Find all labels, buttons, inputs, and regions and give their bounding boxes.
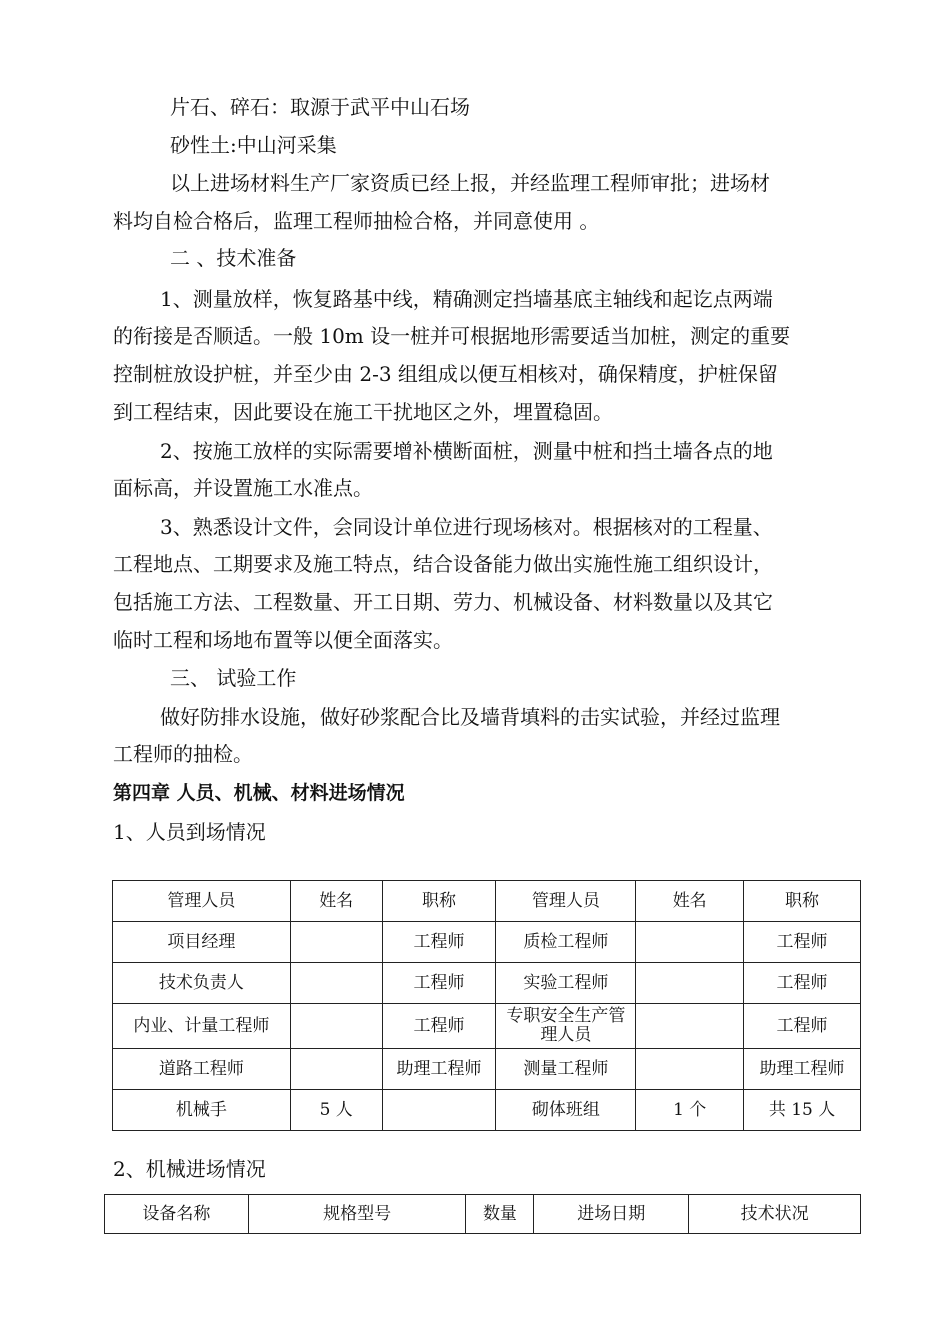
table-header-cell: 规格型号 — [248, 1195, 466, 1234]
table-row — [113, 1090, 861, 1131]
table-cell — [290, 1004, 382, 1049]
table-cell: 道路工程师 — [113, 1049, 291, 1090]
table-cell — [636, 1004, 744, 1049]
table-header-cell: 设备名称 — [105, 1195, 249, 1234]
table-cell: 砌体班组 — [496, 1090, 636, 1131]
table-row — [113, 922, 861, 963]
paragraph-line: 工程地点、工期要求及施工特点，结合设备能力做出实施性施工组织设计， — [113, 552, 773, 576]
table-cell — [636, 963, 744, 1004]
table-cell: 实验工程师 — [496, 963, 636, 1004]
table-cell: 项目经理 — [113, 922, 291, 963]
table-header-cell: 技术状况 — [689, 1195, 861, 1234]
table-cell: 技术负责人 — [113, 963, 291, 1004]
section-heading-testing: 三、 试验工作 — [170, 666, 297, 690]
table-cell — [290, 922, 382, 963]
paragraph-line: 控制桩放设护桩，并至少由 2-3 组组成以便互相核对，确保精度，护桩保留 — [113, 362, 778, 386]
table-header-cell: 进场日期 — [534, 1195, 689, 1234]
table-header-cell: 职称 — [744, 881, 861, 922]
paragraph-line: 料均自检合格后，监理工程师抽检合格，并同意使用 。 — [113, 209, 600, 233]
paragraph-line: 面标高，并设置施工水准点。 — [113, 476, 373, 500]
paragraph-line: 3、熟悉设计文件，会同设计单位进行现场核对。根据核对的工程量、 — [160, 515, 773, 539]
paragraph-line: 做好防排水设施，做好砂浆配合比及墙背填料的击实试验，并经过监理 — [160, 705, 780, 729]
section-title-machinery: 2、机械进场情况 — [113, 1157, 266, 1181]
table-header-cell: 数量 — [466, 1195, 534, 1234]
table-header-cell: 管理人员 — [113, 881, 291, 922]
table-header-cell: 姓名 — [290, 881, 382, 922]
table-cell: 工程师 — [382, 1004, 496, 1049]
table-cell: 工程师 — [382, 963, 496, 1004]
table-cell: 助理工程师 — [382, 1049, 496, 1090]
table-cell: 共 15 人 — [744, 1090, 861, 1131]
staff-table — [112, 880, 861, 1131]
table-cell: 5 人 — [290, 1090, 382, 1131]
paragraph-line: 到工程结束，因此要设在施工干扰地区之外，埋置稳固。 — [113, 400, 613, 424]
paragraph-line: 工程师的抽检。 — [113, 742, 253, 766]
paragraph-line: 片石、碎石：取源于武平中山石场 — [170, 95, 470, 119]
chapter-title: 第四章 人员、机械、材料进场情况 — [113, 782, 405, 804]
table-cell: 专职安全生产管理人员 — [496, 1004, 636, 1049]
table-row — [113, 963, 861, 1004]
paragraph-line: 1、测量放样，恢复路基中线，精确测定挡墙基底主轴线和起讫点两端 — [160, 287, 773, 311]
table-cell — [290, 1049, 382, 1090]
table-cell: 工程师 — [744, 1004, 861, 1049]
paragraph-line: 砂性土:中山河采集 — [170, 133, 337, 157]
table-row — [113, 1049, 861, 1090]
paragraph-line: 包括施工方法、工程数量、开工日期、劳力、机械设备、材料数量以及其它 — [113, 590, 773, 614]
table-cell: 工程师 — [744, 963, 861, 1004]
table-cell: 1 个 — [636, 1090, 744, 1131]
table-cell: 助理工程师 — [744, 1049, 861, 1090]
table-cell: 工程师 — [744, 922, 861, 963]
table-cell: 质检工程师 — [496, 922, 636, 963]
table-header-cell: 职称 — [382, 881, 496, 922]
table-cell: 机械手 — [113, 1090, 291, 1131]
table-header-cell: 管理人员 — [496, 881, 636, 922]
paragraph-line: 2、按施工放样的实际需要增补横断面桩，测量中桩和挡土墙各点的地 — [160, 439, 773, 463]
table-cell: 工程师 — [382, 922, 496, 963]
table-header-cell: 姓名 — [636, 881, 744, 922]
machinery-table — [104, 1194, 861, 1234]
paragraph-line: 临时工程和场地布置等以便全面落实。 — [113, 628, 453, 652]
table-cell — [382, 1090, 496, 1131]
paragraph-line: 的衔接是否顺适。一般 10m 设一桩并可根据地形需要适当加桩，测定的重要 — [113, 324, 791, 348]
paragraph-line: 以上进场材料生产厂家资质已经上报，并经监理工程师审批；进场材 — [170, 171, 770, 195]
section-heading-tech-prep: 二 、技术准备 — [170, 246, 297, 270]
table-cell: 内业、计量工程师 — [113, 1004, 291, 1049]
table-header-row — [113, 881, 861, 922]
table-cell — [290, 963, 382, 1004]
table-cell: 测量工程师 — [496, 1049, 636, 1090]
table-row — [113, 1004, 861, 1049]
table-cell — [636, 922, 744, 963]
table-header-row — [105, 1195, 861, 1234]
section-title-staff: 1、人员到场情况 — [113, 820, 266, 844]
table-cell — [636, 1049, 744, 1090]
